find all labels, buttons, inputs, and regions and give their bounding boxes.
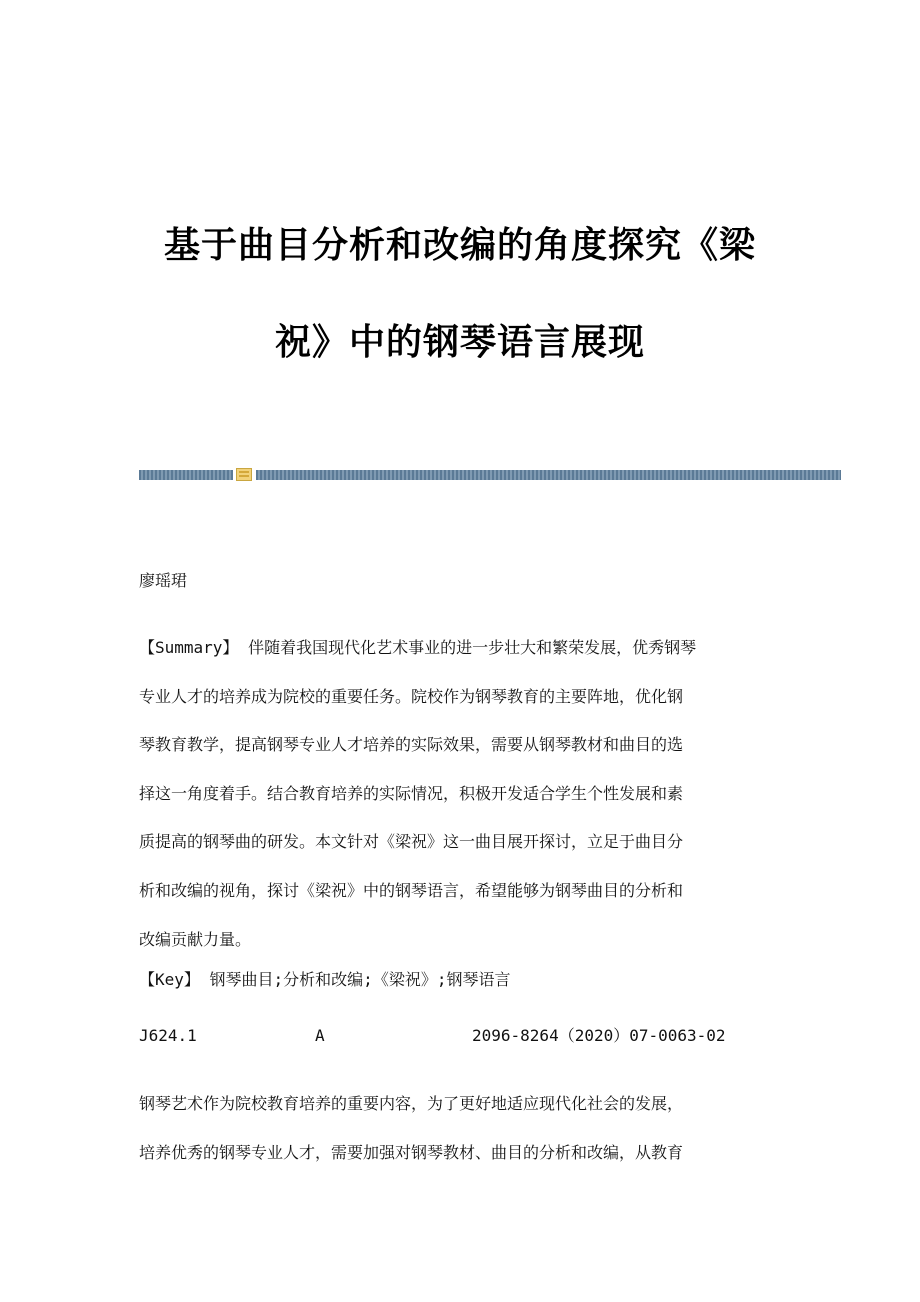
title-line-2: 祝》中的钢琴语言展现 [274, 321, 645, 363]
summary-line-7: 改编贡献力量。 [139, 929, 252, 949]
author-name: 廖瑶珺 [139, 571, 188, 590]
intro-line-1: 钢琴艺术作为院校教育培养的重要内容，为了更好地适应现代化社会的发展， [139, 1094, 684, 1113]
classification-line [139, 1024, 779, 1048]
intro-line-2: 培养优秀的钢琴专业人才，需要加强对钢琴教材、曲目的分析和改编，从教育 [139, 1143, 684, 1162]
summary-line-6: 析和改编的视角，探讨《梁祝》中的钢琴语言，希望能够为钢琴曲目的分析和 [139, 880, 684, 900]
summary-line-5: 质提高的钢琴曲的研发。本文针对《梁祝》这一曲目展开探讨，立足于曲目分 [139, 832, 684, 852]
divider-ornament-icon [236, 468, 252, 481]
intro-paragraph [139, 1079, 779, 1177]
clc-number: J624.1 [139, 1026, 197, 1045]
summary-line-2: 专业人才的培养成为院校的重要任务。院校作为钢琴教育的主要阵地，优化钢 [139, 686, 684, 706]
keywords-line [139, 968, 779, 992]
document-code: A [315, 1026, 325, 1045]
summary-label: 【Summary】 [139, 638, 239, 657]
divider-left [139, 470, 233, 480]
title-line-1: 基于曲目分析和改编的角度探究《梁 [163, 224, 756, 266]
summary-paragraph [139, 624, 779, 964]
article-id: 2096-8264（2020）07-0063-02 [472, 1026, 726, 1045]
divider-right [256, 470, 841, 480]
summary-line-3: 琴教育教学，提高钢琴专业人才培养的实际效果，需要从钢琴教材和曲目的选 [139, 735, 684, 755]
keywords-label: 【Key】 [139, 970, 200, 989]
keywords-text: 钢琴曲目;分析和改编;《梁祝》;钢琴语言 [209, 970, 511, 989]
summary-line-4: 择这一角度着手。结合教育培养的实际情况，积极开发适合学生个性发展和素 [139, 783, 684, 803]
summary-line-1: 【Summary】 伴随着我国现代化艺术事业的进一步壮大和繁荣发展，优秀钢琴 [139, 638, 697, 657]
